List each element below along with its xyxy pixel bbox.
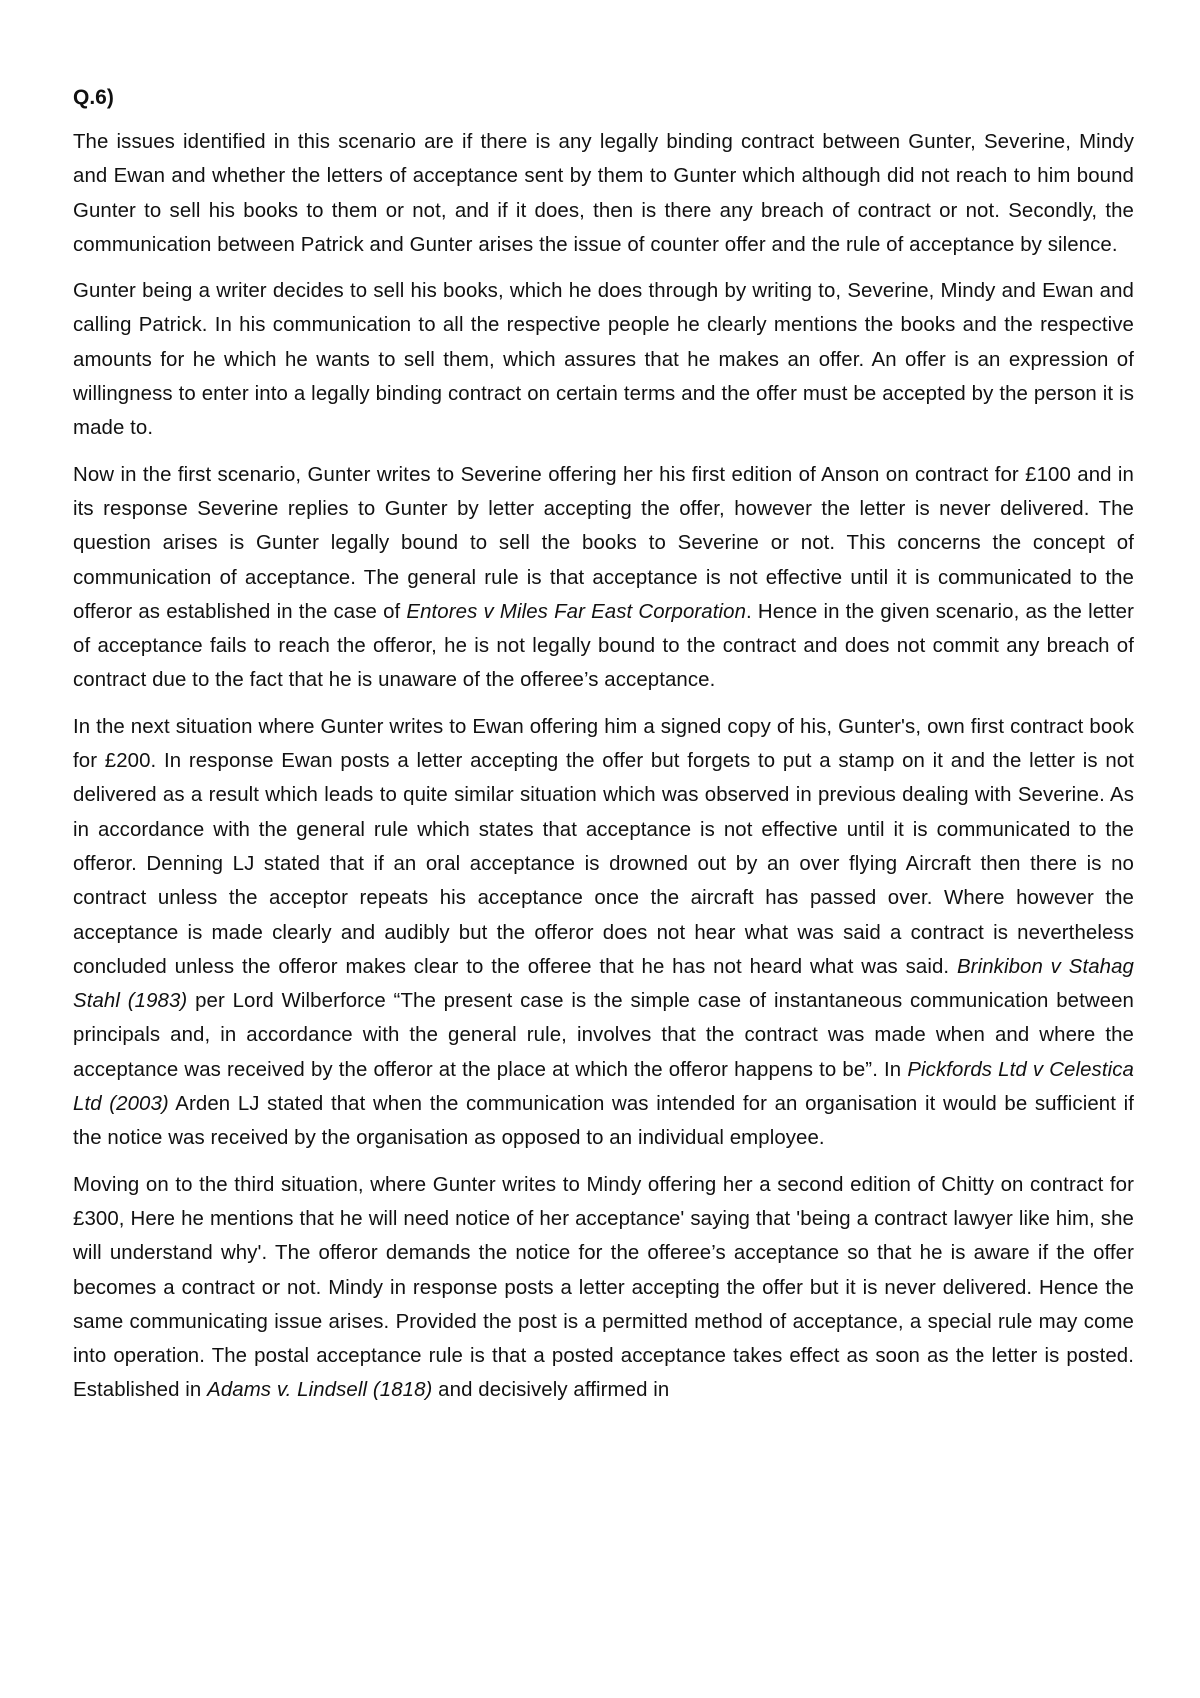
case-citation: Entores v Miles Far East Corporation [406,600,747,623]
paragraph-issues: The issues identified in this scenario are if there is any legally binding contract between Gunter, Severine, Mindy and Ewan and whether the letters of acceptance sent by them to Gunter which although did not reach to him bound Gunter to sell his books to them or not, and if it does, then is there any breach of contract or not. Secondly, the communication between Patrick and Gunter arises the issue of counter offer and the rule of acceptance by silence. [73,131,1134,256]
paragraph-text: Arden LJ stated that when the communication was intended for an organisation it would be sufficient if the notice was received by the organisation as opposed to an individual employee. [73,1093,1134,1150]
case-citation: Pickfords Ltd v Celestica Ltd (2003) [73,1058,1134,1116]
question-heading: Q.6) [73,86,114,109]
paragraph-text: In the next situation where Gunter writes to Ewan offering him a signed copy of his, Gunter's, own first contract book for £200. In response Ewan posts a letter accepting the offer but forgets to put a stamp on it and the letter is not delivered as a result which leads to quite similar situation which was observed in previous dealing with Severine. As in accordance with the general rule which states that acceptance is not effective until it is communicated to the offeror. Denning LJ stated that if an oral acceptance is drowned out by an over flying Aircraft then there is no contract unless the acceptor repeats his acceptance once the aircraft has passed over. Where however the acceptance is made clearly and audibly but the offeror does not hear what was said a contract is nevertheless concluded unless the offeror makes clear to the offeree that he has not heard what was said. [73,715,1134,978]
paragraph-text: Now in the first scenario, Gunter writes to Severine offering her his first edition of Anson on contract for £100 and in its response Severine replies to Gunter by letter accepting the offer, however the letter is never delivered. The question arises is Gunter legally bound to sell the books to Severine or not. This concerns the concept of communication of acceptance. The general rule is that acceptance is not effective until it is communicated to the offeror as established in the case of [73,463,1134,623]
paragraph-text: and decisively affirmed in [432,1379,670,1402]
paragraph-offer: Gunter being a writer decides to sell his books, which he does through by writing to, Severine, Mindy and Ewan and calling Patrick. In his communication to all the respective people he clearly mentions the books and the respective amounts for he which he wants to sell them, which assures that he makes an offer. An offer is an expression of willingness to enter into a legally binding contract on certain terms and the offer must be accepted by the person it is made to. [73,280,1134,440]
case-citation: Adams v. Lindsell (1818) [207,1379,433,1402]
paragraph-text: . Hence in the given scenario, as the letter of acceptance fails to reach the offeror, he is not legally bound to the contract and does not commit any breach of contract due to the fact that he is unaware of the offeree’s acceptance. [73,600,1135,692]
paragraph-ewan [73,710,1134,1156]
paragraph-text: per Lord Wilberforce “The present case is the simple case of instantaneous communication between principals and, in accordance with the general rule, involves that the contract was made when and where the acceptance was received by the offeror at the place at which the offeror happens to be”. In [73,990,1134,1081]
case-citation: Brinkibon v Stahag Stahl (1983) [73,955,1134,1013]
paragraph-mindy [73,1168,1134,1408]
paragraph-text: Moving on to the third situation, where Gunter writes to Mindy offering her a second edition of Chitty on contract for £300, Here he mentions that he will need notice of her acceptance' saying that 'being a contract lawyer like him, she will understand why'. The offeror demands the notice for the offeree’s acceptance so that he is aware if the offer becomes a contract or not. Mindy in response posts a letter accepting the offer but it is never delivered. Hence the same communicating issue arises. Provided the post is a permitted method of acceptance, a special rule may come into operation. The postal acceptance rule is that a posted acceptance takes effect as soon as the letter is posted. Established in [73,1173,1134,1402]
paragraph-severine [73,458,1134,698]
